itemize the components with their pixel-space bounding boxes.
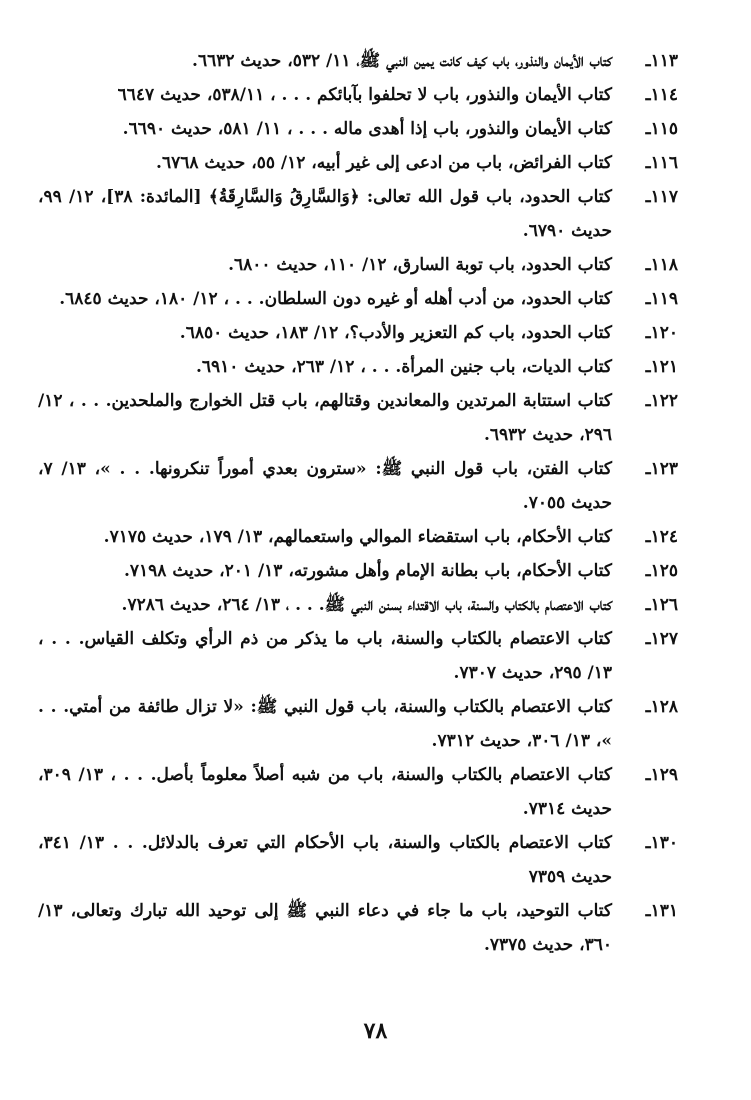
entry-text: كتاب الحدود، باب توبة السارق، ١٢/ ١١٠، حديث ٦٨٠٠. bbox=[228, 255, 612, 275]
list-item bbox=[38, 44, 678, 78]
entry-number: ١٢٦ـ bbox=[645, 595, 678, 615]
entry-number: ١٣١ـ bbox=[645, 901, 678, 921]
list-item bbox=[38, 350, 678, 384]
list-item bbox=[38, 894, 678, 962]
page-number: ٧٨ bbox=[363, 1018, 388, 1044]
list-item bbox=[38, 112, 678, 146]
entry-number: ١٢١ـ bbox=[645, 357, 678, 377]
list-item bbox=[38, 690, 678, 758]
entry-number: ١٢٨ـ bbox=[645, 697, 678, 717]
list-item bbox=[38, 588, 678, 622]
entry-text: كتاب الاعتصام بالكتاب والسنة، باب الأحكام التي تعرف بالدلائل. . . ١٣/ ٣٤١، حديث ٧٣٥٩ bbox=[38, 833, 612, 887]
list-item bbox=[38, 248, 678, 282]
entry-number: ١٢٠ـ bbox=[645, 323, 678, 343]
list-item bbox=[38, 180, 678, 248]
entry-number: ١١٥ـ bbox=[645, 119, 678, 139]
entry-text: كتاب استتابة المرتدين والمعاندين وقتالهم، باب قتل الخوارج والملحدين. . . ، ١٢/ ٢٩٦، حديث ٦٩٣٢. bbox=[38, 391, 612, 445]
entry-number: ١١٦ـ bbox=[645, 153, 678, 173]
list-item bbox=[38, 146, 678, 180]
entry-number: ١١٩ـ bbox=[645, 289, 678, 309]
entry-number: ١١٧ـ bbox=[645, 187, 678, 207]
entry-text: كتاب الاعتصام بالكتاب والسنة، باب ما يذكر من ذم الرأي وتكلف القياس. . . ، ١٣/ ٢٩٥، حديث ٧٣٠٧. bbox=[38, 629, 612, 683]
list-item bbox=[38, 554, 678, 588]
list-item bbox=[38, 78, 678, 112]
list-item bbox=[38, 316, 678, 350]
list-item bbox=[38, 520, 678, 554]
entry-text: كتاب الأحكام، باب استقضاء الموالي واستعمالهم، ١٣/ ١٧٩، حديث ٧١٧٥. bbox=[103, 527, 612, 547]
entry-text: كتاب الاعتصام بالكتاب والسنة، باب الاقتداء بسنن النبي ﷺ. . . ، ١٣/ ٢٦٤، حديث ٧٢٨٦. bbox=[121, 595, 612, 615]
list-item bbox=[38, 622, 678, 690]
entry-text: كتاب التوحيد، باب ما جاء في دعاء النبي ﷺ إلى توحيد الله تبارك وتعالى، ١٣/ ٣٦٠، حديث ٧٣٧٥. bbox=[38, 901, 612, 955]
entry-text: كتاب الأيمان والنذور، باب إذا أهدى ماله . . . ، ١١/ ٥٨١، حديث ٦٦٩٠. bbox=[122, 119, 612, 139]
entry-number: ١٢٧ـ bbox=[645, 629, 678, 649]
entry-text: كتاب الاعتصام بالكتاب والسنة، باب قول النبي ﷺ: «لا تزال طائفة من أمتي. . . »، ١٣/ ٣٠٦، حديث ٧٣١٢. bbox=[38, 697, 612, 751]
list-item bbox=[38, 826, 678, 894]
entry-text: كتاب الفرائض، باب من ادعى إلى غير أبيه، ١٢/ ٥٥، حديث ٦٧٦٨. bbox=[156, 153, 612, 173]
entry-number: ١١٨ـ bbox=[645, 255, 678, 275]
list-item bbox=[38, 384, 678, 452]
entry-number: ١٢٣ـ bbox=[645, 459, 678, 479]
entry-text: كتاب الحدود، من أدب أهله أو غيره دون السلطان. . . ، ١٢/ ١٨٠، حديث ٦٨٤٥. bbox=[59, 289, 612, 309]
list-item bbox=[38, 282, 678, 316]
entry-number: ١٣٠ـ bbox=[645, 833, 678, 853]
entry-number: ١٢٥ـ bbox=[645, 561, 678, 581]
entry-text: كتاب الحدود، باب كم التعزير والأدب؟، ١٢/ ١٨٣، حديث ٦٨٥٠. bbox=[179, 323, 612, 343]
entry-text: كتاب الفتن، باب قول النبي ﷺ: «سترون بعدي أموراً تنكرونها. . . »، ١٣/ ٧، حديث ٧٠٥٥. bbox=[38, 459, 612, 513]
list-item bbox=[38, 758, 678, 826]
entry-text: كتاب الأيمان والنذور، باب كيف كانت يمين النبي ﷺ، ١١/ ٥٣٢، حديث ٦٦٣٢. bbox=[192, 51, 612, 71]
entry-number: ١١٤ـ bbox=[645, 85, 678, 105]
entry-text: كتاب الأحكام، باب بطانة الإمام وأهل مشورته، ١٣/ ٢٠١، حديث ٧١٩٨. bbox=[123, 561, 612, 581]
reference-list bbox=[38, 44, 678, 962]
entry-number: ١٢٩ـ bbox=[645, 765, 678, 785]
entry-number: ١٢٤ـ bbox=[645, 527, 678, 547]
entry-text: كتاب الأيمان والنذور، باب لا تحلفوا بآبائكم . . . ، ٥٣٨/١١، حديث ٦٦٤٧ bbox=[117, 85, 612, 105]
entry-text: كتاب الديات، باب جنين المرأة. . . ، ١٢/ ٢٦٣، حديث ٦٩١٠. bbox=[195, 357, 612, 377]
entry-text: كتاب الحدود، باب قول الله تعالى: ﴿وَالسَّارِقُ وَالسَّارِقَةُ﴾ [المائدة: ٣٨]، ١٢/ ٩٩، حديث ٦٧٩٠. bbox=[38, 187, 612, 241]
entry-number: ١١٣ـ bbox=[645, 51, 678, 71]
list-item bbox=[38, 452, 678, 520]
entry-text: كتاب الاعتصام بالكتاب والسنة، باب من شبه أصلاً معلوماً بأصل. . . ، ١٣/ ٣٠٩، حديث ٧٣١٤. bbox=[38, 765, 612, 819]
entry-number: ١٢٢ـ bbox=[645, 391, 678, 411]
